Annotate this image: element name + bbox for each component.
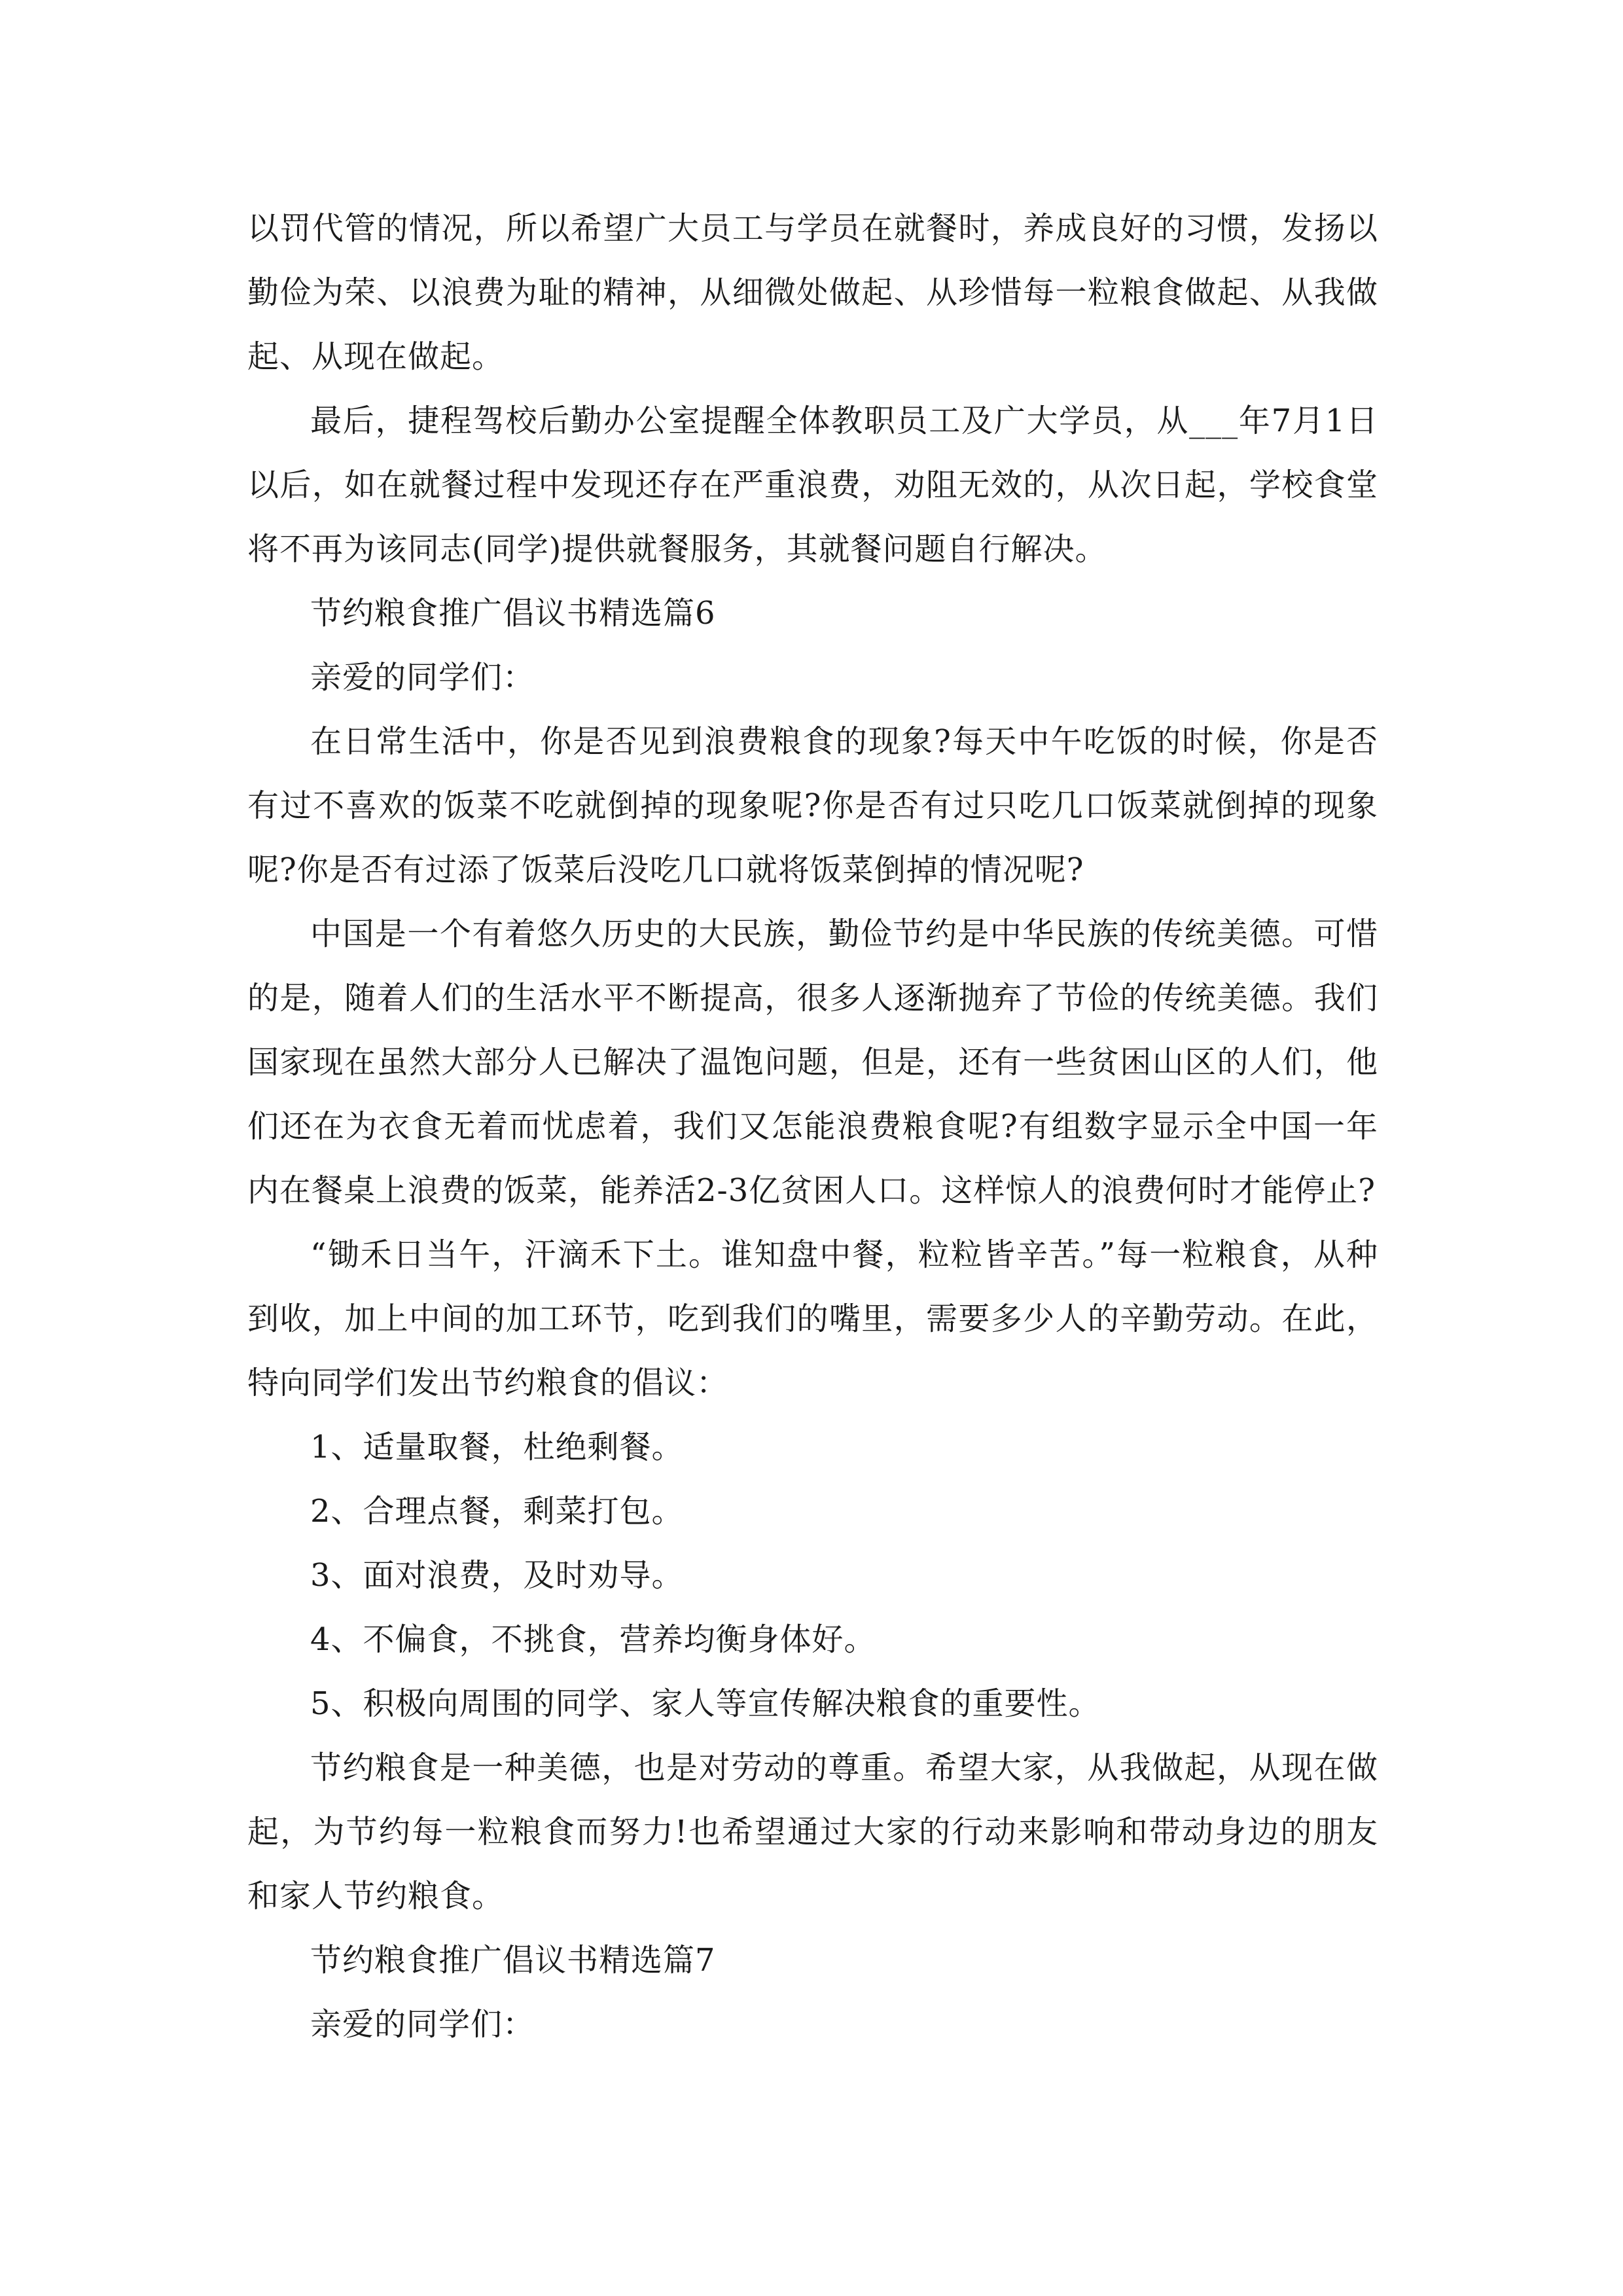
continuation-paragraph: 以罚代管的情况，所以希望广大员工与学员在就餐时，养成良好的习惯，发扬以勤俭为荣、以浪费为耻的精神，从细微处做起、从珍惜每一粒粮食做起、从我做起、从现在做起。: [247, 210, 1378, 375]
section-6-closing: 节约粮食是一种美德，也是对劳动的尊重。希望大家，从我做起，从现在做起，为节约每一粒粮食而努力!也希望通过大家的行动来影响和带动身边的朋友和家人节约粮食。: [247, 1749, 1378, 1914]
section-6-paragraph-3: “锄禾日当午，汗滴禾下土。谁知盘中餐，粒粒皆辛苦。”每一粒粮食，从种到收，加上中间的加工环节，吃到我们的嘴里，需要多少人的辛勤劳动。在此，特向同学们发出节约粮食的倡议：: [247, 1236, 1378, 1401]
section-7-title: 节约粮食推广倡议书精选篇7: [310, 1942, 716, 1979]
proposal-item-3: 3、面对浪费，及时劝导。: [310, 1557, 684, 1594]
document-page: [247, 196, 1378, 2056]
section-6-title: 节约粮食推广倡议书精选篇6: [310, 595, 716, 632]
section-6-paragraph-2: 中国是一个有着悠久历史的大民族，勤俭节约是中华民族的传统美德。可惜的是，随着人们的生活水平不断提高，很多人逐渐抛弃了节俭的传统美德。我们国家现在虽然大部分人已解决了温饱问题，但是，还有一些贫困山区的人们，他们还在为衣食无着而忧虑着，我们又怎能浪费粮食呢?有组数字显示全中国一年内在餐桌上浪费的饭菜，能养活2-3亿贫困人口。这样惊人的浪费何时才能停止?: [247, 916, 1378, 1209]
proposal-item-2: 2、合理点餐，剩菜打包。: [310, 1493, 684, 1530]
proposal-item-5: 5、积极向周围的同学、家人等宣传解决粮食的重要性。: [310, 1685, 1101, 1722]
proposal-item-1: 1、适量取餐，杜绝剩餐。: [310, 1429, 684, 1465]
section-7-salutation: 亲爱的同学们：: [310, 2006, 535, 2043]
section-6-salutation: 亲爱的同学们：: [310, 659, 535, 696]
section-6-paragraph-1: 在日常生活中，你是否见到浪费粮食的现象?每天中午吃饭的时候，你是否有过不喜欢的饭菜不吃就倒掉的现象呢?你是否有过只吃几口饭菜就倒掉的现象呢?你是否有过添了饭菜后没吃几口就将饭菜倒掉的情况呢?: [247, 723, 1378, 888]
closing-notice-paragraph: 最后，捷程驾校后勤办公室提醒全体教职员工及广大学员，从___年7月1日以后，如在就餐过程中发现还存在严重浪费，劝阻无效的，从次日起，学校食堂将不再为该同志(同学)提供就餐服务，其就餐问题自行解决。: [247, 403, 1378, 567]
proposal-item-4: 4、不偏食，不挑食，营养均衡身体好。: [310, 1621, 876, 1658]
